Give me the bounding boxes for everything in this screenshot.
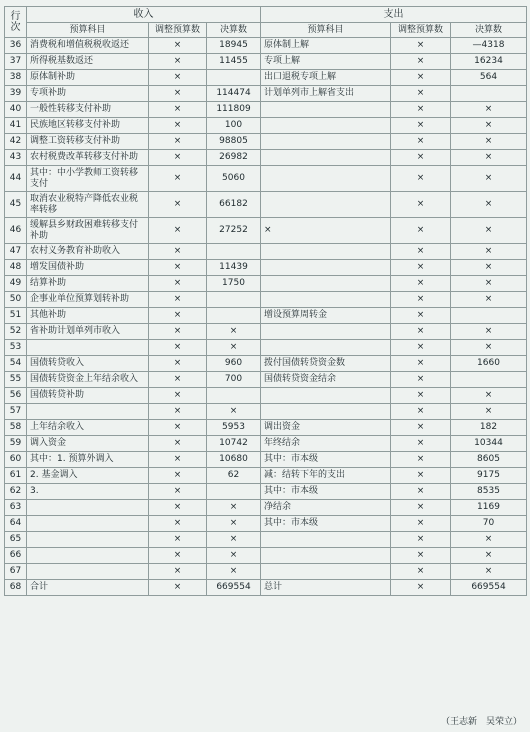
expense-adjusted-cell: × [391,564,451,580]
income-item-cell [27,500,149,516]
income-adjusted-cell: × [149,134,207,150]
table-row [5,324,527,340]
row-number-cell: 43 [5,150,27,166]
income-adjusted-cell: × [149,420,207,436]
income-item-cell: 农村义务教育补助收入 [27,244,149,260]
row-number-cell: 58 [5,420,27,436]
expense-item-cell [261,340,391,356]
income-item-cell: 所得税基数返还 [27,54,149,70]
expense-item-cell [261,276,391,292]
expense-adjusted-cell: × [391,500,451,516]
header-expense-final: 决算数 [451,23,527,38]
row-number-cell: 45 [5,192,27,218]
income-final-cell [207,308,261,324]
expense-adjusted-cell: × [391,484,451,500]
expense-final-cell: × [451,388,527,404]
row-number-cell: 64 [5,516,27,532]
expense-item-cell: 净结余 [261,500,391,516]
expense-adjusted-cell: × [391,54,451,70]
table-row [5,134,527,150]
row-number-cell: 66 [5,548,27,564]
income-final-cell: 5953 [207,420,261,436]
table-row [5,86,527,102]
row-number-cell: 60 [5,452,27,468]
expense-item-cell: 国债转贷资金结余 [261,372,391,388]
expense-item-cell: 原体制上解 [261,38,391,54]
income-adjusted-cell: × [149,452,207,468]
income-final-cell [207,70,261,86]
row-number-cell: 57 [5,404,27,420]
income-adjusted-cell: × [149,102,207,118]
income-final-cell: 669554 [207,580,261,596]
expense-item-cell [261,192,391,218]
expense-final-cell: × [451,102,527,118]
income-final-cell [207,244,261,260]
row-number-cell: 56 [5,388,27,404]
table-row [5,468,527,484]
income-item-cell: 专项补助 [27,86,149,102]
expense-item-cell [261,324,391,340]
income-final-cell: × [207,564,261,580]
income-final-cell: 100 [207,118,261,134]
income-adjusted-cell: × [149,292,207,308]
income-adjusted-cell: × [149,564,207,580]
income-final-cell: 1750 [207,276,261,292]
expense-final-cell: × [451,324,527,340]
table-row [5,372,527,388]
expense-adjusted-cell: × [391,292,451,308]
expense-item-cell: 其中：市本级 [261,516,391,532]
income-item-cell: 调整工资转移支付补助 [27,134,149,150]
row-number-cell: 46 [5,218,27,244]
expense-final-cell: × [451,532,527,548]
income-adjusted-cell: × [149,468,207,484]
income-item-cell: 一般性转移支付补助 [27,102,149,118]
expense-final-cell: × [451,548,527,564]
income-adjusted-cell: × [149,218,207,244]
income-final-cell: 26982 [207,150,261,166]
income-item-cell: 国债转贷补助 [27,388,149,404]
income-final-cell: × [207,500,261,516]
expense-adjusted-cell: × [391,244,451,260]
row-number-cell: 61 [5,468,27,484]
income-item-cell: 结算补助 [27,276,149,292]
income-adjusted-cell: × [149,118,207,134]
table-row [5,70,527,86]
income-final-cell: 114474 [207,86,261,102]
header-expense-adjusted: 调整预算数 [391,23,451,38]
income-adjusted-cell: × [149,532,207,548]
income-item-cell [27,532,149,548]
table-row [5,192,527,218]
header-income: 收入 [27,7,261,23]
row-number-cell: 41 [5,118,27,134]
income-item-cell: 其中：中小学教师工资转移支付 [27,166,149,192]
income-item-cell [27,564,149,580]
income-adjusted-cell: × [149,404,207,420]
expense-item-cell [261,564,391,580]
income-adjusted-cell: × [149,276,207,292]
table-row [5,436,527,452]
income-adjusted-cell: × [149,500,207,516]
income-final-cell [207,292,261,308]
expense-item-cell [261,118,391,134]
expense-item-cell: 其中：市本级 [261,452,391,468]
expense-final-cell [451,372,527,388]
income-item-cell: 合计 [27,580,149,596]
income-adjusted-cell: × [149,166,207,192]
row-number-cell: 53 [5,340,27,356]
income-adjusted-cell: × [149,436,207,452]
expense-final-cell: 16234 [451,54,527,70]
expense-adjusted-cell: × [391,150,451,166]
expense-final-cell: 8605 [451,452,527,468]
income-item-cell: 取消农业税特产降低农业税率转移 [27,192,149,218]
income-final-cell: × [207,404,261,420]
table-row [5,564,527,580]
table-row [5,500,527,516]
row-number-cell: 59 [5,436,27,452]
table-row [5,118,527,134]
expense-item-cell [261,404,391,420]
income-final-cell: 66182 [207,192,261,218]
row-number-cell: 52 [5,324,27,340]
expense-item-cell: 出口退税专项上解 [261,70,391,86]
row-number-cell: 37 [5,54,27,70]
expense-item-cell [261,102,391,118]
income-item-cell: 缓解县乡财政困难转移支付补助 [27,218,149,244]
income-adjusted-cell: × [149,484,207,500]
income-final-cell: × [207,324,261,340]
expense-adjusted-cell: × [391,218,451,244]
expense-item-cell [261,532,391,548]
income-final-cell: 10680 [207,452,261,468]
income-final-cell: 11455 [207,54,261,70]
expense-final-cell [451,86,527,102]
income-item-cell [27,516,149,532]
expense-item-cell [261,548,391,564]
row-number-cell: 38 [5,70,27,86]
expense-final-cell: × [451,260,527,276]
expense-adjusted-cell: × [391,70,451,86]
expense-adjusted-cell: × [391,340,451,356]
income-adjusted-cell: × [149,548,207,564]
table-row [5,308,527,324]
table-row [5,218,527,244]
income-item-cell: 其中：1. 预算外调入 [27,452,149,468]
expense-adjusted-cell: × [391,134,451,150]
header-income-adjusted: 调整预算数 [149,23,207,38]
income-final-cell: 98805 [207,134,261,150]
budget-table [4,6,527,596]
header-expense-item: 预算科目 [261,23,391,38]
expense-adjusted-cell: × [391,580,451,596]
row-number-cell: 67 [5,564,27,580]
expense-adjusted-cell: × [391,324,451,340]
row-number-cell: 55 [5,372,27,388]
income-adjusted-cell: × [149,308,207,324]
expense-item-cell [261,134,391,150]
table-row [5,244,527,260]
budget-final-accounts-table-sheet [4,6,526,596]
table-row [5,166,527,192]
row-number-cell: 65 [5,532,27,548]
row-number-cell: 68 [5,580,27,596]
expense-adjusted-cell: × [391,38,451,54]
expense-adjusted-cell: × [391,192,451,218]
expense-adjusted-cell: × [391,102,451,118]
row-number-cell: 54 [5,356,27,372]
row-number-cell: 47 [5,244,27,260]
expense-adjusted-cell: × [391,420,451,436]
row-number-cell: 36 [5,38,27,54]
row-number-cell: 42 [5,134,27,150]
expense-item-cell: 其中：市本级 [261,484,391,500]
income-final-cell: × [207,340,261,356]
income-item-cell [27,404,149,420]
expense-final-cell: 669554 [451,580,527,596]
table-row [5,356,527,372]
expense-final-cell: 1660 [451,356,527,372]
row-number-cell: 39 [5,86,27,102]
income-item-cell: 其他补助 [27,308,149,324]
income-item-cell: 民族地区转移支付补助 [27,118,149,134]
expense-final-cell: × [451,166,527,192]
income-adjusted-cell: × [149,244,207,260]
income-final-cell: 11439 [207,260,261,276]
table-row [5,292,527,308]
income-final-cell: 960 [207,356,261,372]
income-final-cell: × [207,516,261,532]
expense-final-cell: × [451,244,527,260]
expense-item-cell [261,260,391,276]
income-adjusted-cell: × [149,260,207,276]
expense-item-cell: 总计 [261,580,391,596]
income-adjusted-cell: × [149,340,207,356]
income-item-cell [27,548,149,564]
income-item-cell: 省补助计划单列市收入 [27,324,149,340]
expense-adjusted-cell: × [391,260,451,276]
expense-item-cell: 减：结转下年的支出 [261,468,391,484]
header-income-final: 决算数 [207,23,261,38]
expense-final-cell: × [451,564,527,580]
expense-adjusted-cell: × [391,276,451,292]
expense-final-cell: 10344 [451,436,527,452]
income-item-cell: 调入资金 [27,436,149,452]
income-item-cell: 农村税费改革转移支付补助 [27,150,149,166]
income-item-cell: 消费税和增值税税收返还 [27,38,149,54]
expense-adjusted-cell: × [391,548,451,564]
table-row [5,54,527,70]
table-row [5,340,527,356]
income-adjusted-cell: × [149,516,207,532]
income-item-cell: 原体制补助 [27,70,149,86]
header-row-number: 行次 [5,7,27,38]
table-row [5,388,527,404]
expense-item-cell: 拨付国债转贷资金数 [261,356,391,372]
expense-final-cell: × [451,118,527,134]
expense-final-cell: × [451,340,527,356]
income-item-cell: 上年结余收入 [27,420,149,436]
income-adjusted-cell: × [149,38,207,54]
income-item-cell: 国债转贷收入 [27,356,149,372]
income-final-cell: × [207,548,261,564]
income-adjusted-cell: × [149,192,207,218]
row-number-cell: 48 [5,260,27,276]
expense-final-cell: —4318 [451,38,527,54]
income-adjusted-cell: × [149,54,207,70]
expense-adjusted-cell: × [391,372,451,388]
income-final-cell [207,388,261,404]
expense-adjusted-cell: × [391,388,451,404]
income-item-cell [27,340,149,356]
income-final-cell: 27252 [207,218,261,244]
expense-adjusted-cell: × [391,436,451,452]
row-number-cell: 51 [5,308,27,324]
expense-item-cell [261,292,391,308]
expense-final-cell: 1169 [451,500,527,516]
table-row [5,532,527,548]
author-credit: （王志新 吴荣立） [440,717,522,727]
header-expense: 支出 [261,7,527,23]
income-final-cell: 111809 [207,102,261,118]
row-number-cell: 62 [5,484,27,500]
income-adjusted-cell: × [149,86,207,102]
expense-adjusted-cell: × [391,356,451,372]
expense-item-cell: 专项上解 [261,54,391,70]
table-row [5,260,527,276]
expense-adjusted-cell: × [391,468,451,484]
expense-final-cell: × [451,276,527,292]
expense-item-cell: × [261,218,391,244]
expense-adjusted-cell: × [391,166,451,192]
expense-adjusted-cell: × [391,86,451,102]
expense-adjusted-cell: × [391,452,451,468]
row-number-cell: 63 [5,500,27,516]
expense-item-cell [261,244,391,260]
table-row [5,102,527,118]
table-body [5,38,527,596]
table-row [5,38,527,54]
header-income-item: 预算科目 [27,23,149,38]
expense-final-cell: × [451,292,527,308]
expense-final-cell [451,308,527,324]
table-row [5,580,527,596]
table-row [5,484,527,500]
expense-adjusted-cell: × [391,118,451,134]
income-item-cell: 增发国债补助 [27,260,149,276]
expense-final-cell: 8535 [451,484,527,500]
expense-adjusted-cell: × [391,516,451,532]
expense-item-cell: 调出资金 [261,420,391,436]
expense-item-cell [261,150,391,166]
expense-item-cell: 增设预算周转金 [261,308,391,324]
row-number-cell: 44 [5,166,27,192]
income-item-cell: 企事业单位预算划转补助 [27,292,149,308]
table-row [5,150,527,166]
table-row [5,276,527,292]
income-adjusted-cell: × [149,388,207,404]
expense-final-cell: × [451,218,527,244]
income-final-cell: 18945 [207,38,261,54]
table-row [5,452,527,468]
row-number-cell: 50 [5,292,27,308]
expense-final-cell: 564 [451,70,527,86]
income-final-cell: × [207,532,261,548]
income-adjusted-cell: × [149,580,207,596]
table-row [5,516,527,532]
expense-item-cell: 计划单列市上解省支出 [261,86,391,102]
expense-item-cell [261,166,391,192]
expense-final-cell: × [451,404,527,420]
expense-final-cell: × [451,192,527,218]
expense-adjusted-cell: × [391,404,451,420]
expense-final-cell: 70 [451,516,527,532]
expense-adjusted-cell: × [391,532,451,548]
expense-final-cell: × [451,150,527,166]
table-row [5,404,527,420]
income-adjusted-cell: × [149,356,207,372]
row-number-cell: 40 [5,102,27,118]
income-final-cell: 10742 [207,436,261,452]
income-adjusted-cell: × [149,324,207,340]
income-adjusted-cell: × [149,70,207,86]
table-row [5,548,527,564]
expense-item-cell: 年终结余 [261,436,391,452]
expense-final-cell: 9175 [451,468,527,484]
income-final-cell: 62 [207,468,261,484]
income-final-cell: 5060 [207,166,261,192]
expense-final-cell: × [451,134,527,150]
income-item-cell: 2. 基金调入 [27,468,149,484]
expense-adjusted-cell: × [391,308,451,324]
income-adjusted-cell: × [149,150,207,166]
expense-item-cell [261,388,391,404]
row-number-cell: 49 [5,276,27,292]
table-row [5,420,527,436]
income-final-cell: 700 [207,372,261,388]
income-final-cell [207,484,261,500]
income-item-cell: 国债转贷资金上年结余收入 [27,372,149,388]
income-item-cell: 3. [27,484,149,500]
income-adjusted-cell: × [149,372,207,388]
expense-final-cell: 182 [451,420,527,436]
